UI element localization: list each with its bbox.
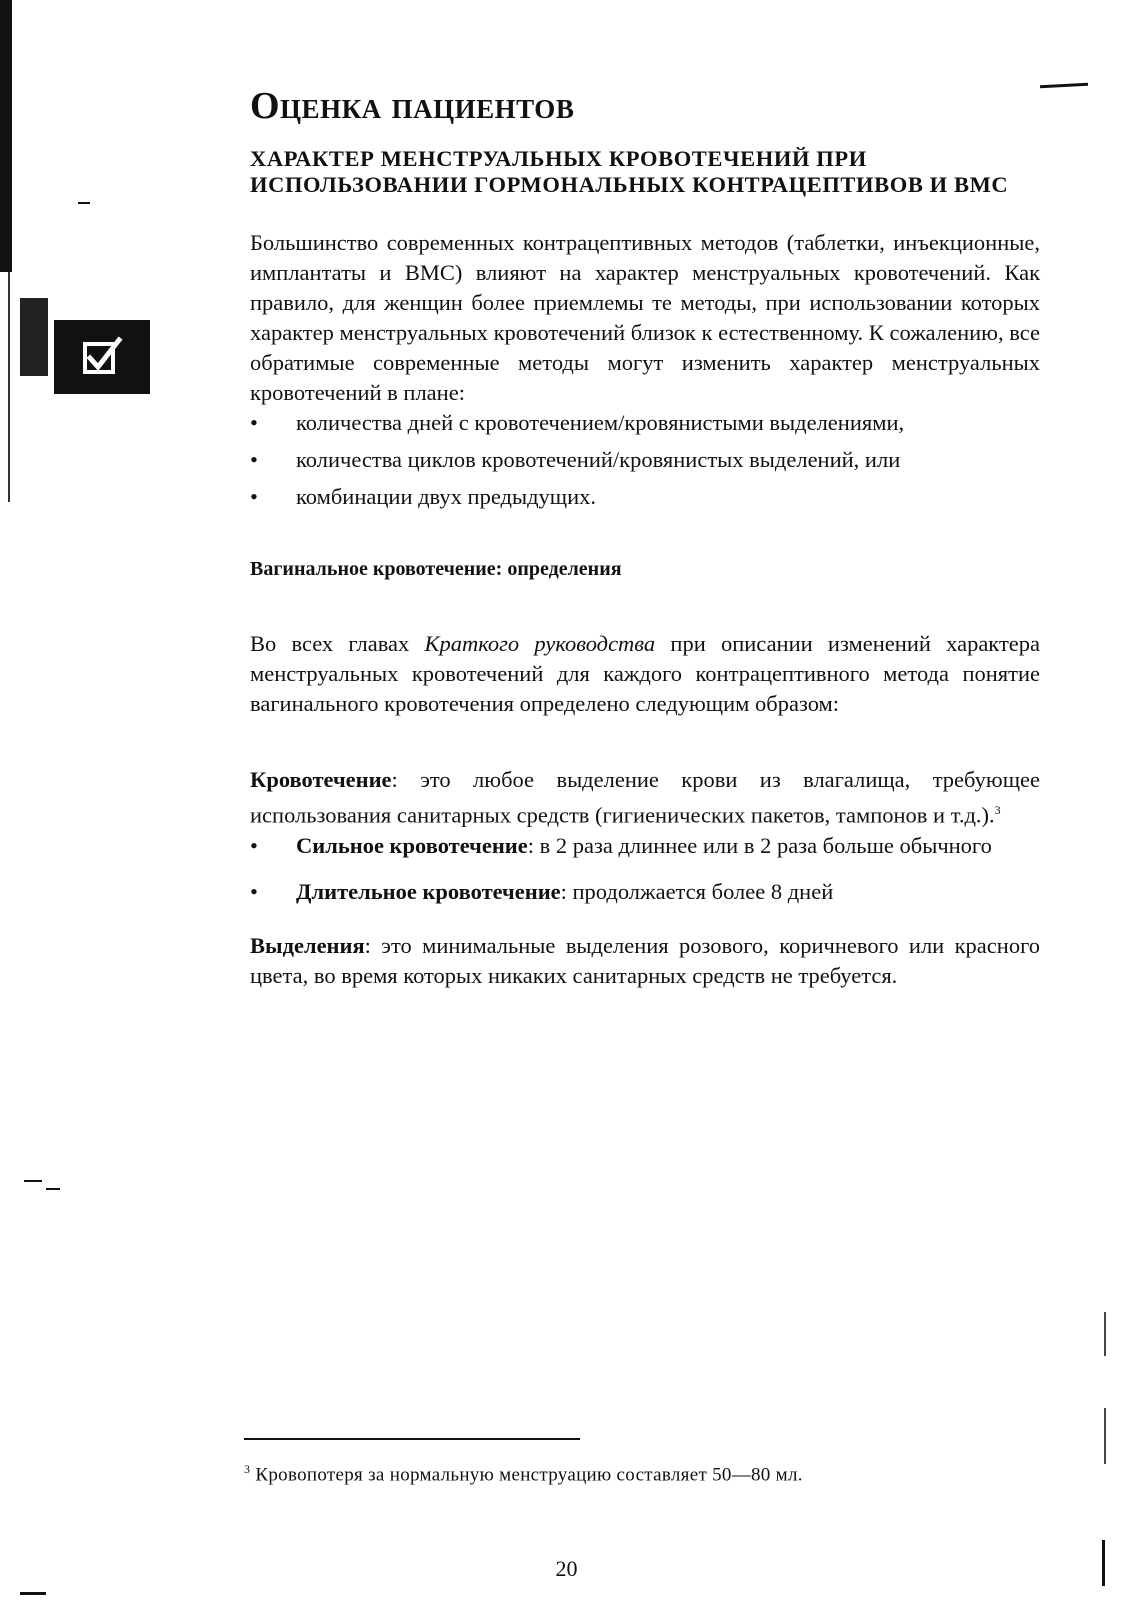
bullet-icon: • xyxy=(250,447,258,472)
list-item: • количества дней с кровотечением/кровянистыми выделениями, xyxy=(250,408,1040,438)
scan-mark xyxy=(20,1592,46,1595)
definitions-intro-paragraph: Во всех главах Краткого руководства при описании изменений характера менструальных кровотечений для каждого контрацептивного метода понятие вагинального кровотечения определено следующим образом: xyxy=(250,631,1040,716)
term-bleeding: Кровотечение xyxy=(250,767,392,792)
list-item: • количества циклов кровотечений/кровянистых выделений, или xyxy=(250,445,1040,475)
footnote-reference[interactable]: 3 xyxy=(994,803,1001,817)
bullet-icon: • xyxy=(250,410,258,435)
checkbox-checked-icon xyxy=(54,320,150,394)
term-prolonged-bleeding: Длительное кровотечение xyxy=(296,878,561,904)
bullet-icon: • xyxy=(250,878,258,904)
scan-mark xyxy=(78,202,90,204)
page-content xyxy=(250,84,1040,991)
list-item: • Длительное кровотечение: продолжается более 8 дней xyxy=(250,877,1040,907)
bleeding-change-list xyxy=(250,408,1040,512)
margin-tab-strip xyxy=(20,298,48,376)
page-title: Оценка пациентов xyxy=(250,85,575,127)
scan-mark xyxy=(46,1188,60,1190)
bleeding-definition: Кровотечение: это любое выделение крови из влагалища, требующее использования санитарных средств (гигиенических пакетов, тампонов и т.д.).$^3$ xyxy=(250,767,1040,828)
intro-paragraph: Большинство современных контрацептивных методов (таблетки, инъекционные, имплантаты и ВМС) влияют на характер менструальных кровотечений. Как правило, для женщин более приемлемы те методы, при использовании которых характер менструальных кровотечений близок к естественному. К сожалению, все обратимые современные методы могут изменить характер менструальных кровотечений в плане: xyxy=(250,230,1040,405)
footnote-divider xyxy=(244,1438,580,1440)
scan-edge-line xyxy=(8,272,10,502)
scan-mark xyxy=(1104,1408,1106,1464)
page-number: 20 xyxy=(555,1556,578,1581)
scan-mark xyxy=(1104,1312,1106,1356)
bullet-icon: • xyxy=(250,484,258,509)
list-item: • Сильное кровотечение: в 2 раза длиннее или в 2 раза больше обычного xyxy=(250,831,1040,861)
scan-edge-bar xyxy=(0,0,12,272)
term-spotting: Выделения xyxy=(250,932,365,958)
spotting-definition: Выделения: это минимальные выделения розового, коричневого или красного цвета, во время которых никаких санитарных средств не требуется. xyxy=(250,932,1040,988)
section-subtitle: ХАРАКТЕР МЕНСТРУАЛЬНЫХ КРОВОТЕЧЕНИЙ ПРИ ИСПОЛЬЗОВАНИИ ГОРМОНАЛЬНЫХ КОНТРАЦЕПТИВОВ И ВМС xyxy=(250,146,1009,197)
list-item: • комбинации двух предыдущих. xyxy=(250,482,1040,512)
scan-mark xyxy=(24,1180,42,1182)
footnote-text: Кровопотеря за нормальную менструацию составляет 50—80 мл. xyxy=(255,1464,803,1486)
bullet-icon: • xyxy=(250,832,258,858)
guide-title-italic: Краткого руководства xyxy=(424,631,656,656)
footnote xyxy=(244,1462,803,1486)
bleeding-types-list xyxy=(250,831,1040,907)
footnote-mark: 3 xyxy=(244,1462,251,1476)
definitions-heading: Вагинальное кровотечение: определения xyxy=(250,558,622,580)
term-heavy-bleeding: Сильное кровотечение xyxy=(296,832,528,858)
scan-mark xyxy=(1040,83,1088,89)
